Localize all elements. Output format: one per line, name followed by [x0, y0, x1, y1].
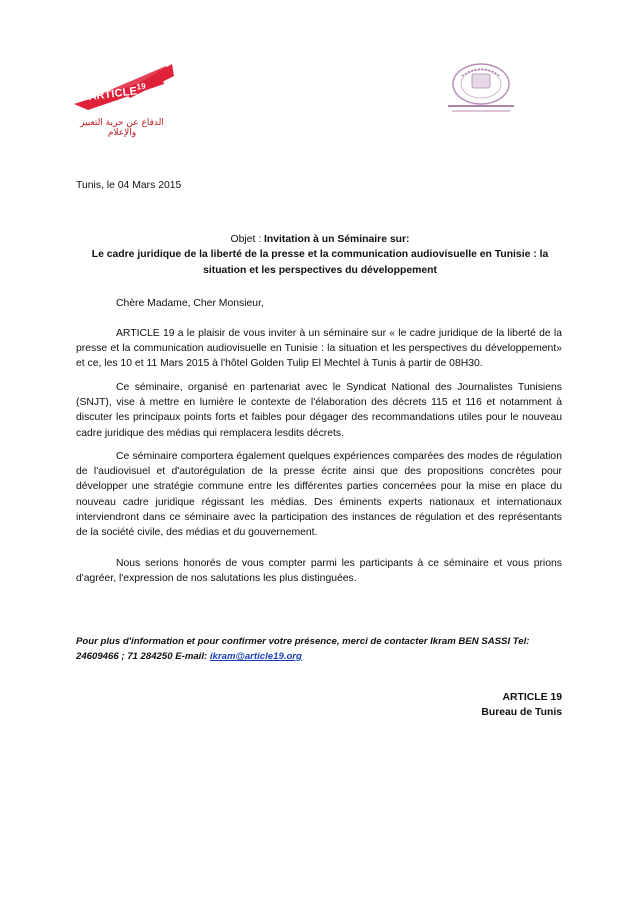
subject-invitation: Invitation à un Séminaire sur: — [264, 234, 410, 245]
body-paragraph: Ce séminaire comportera également quelques expériences comparées des modes de régulation de l'audiovisuel et d'autorégulation de la presse écrite ainsi que des propositions concrètes pour développer une stratégie commune entre les différentes parties concernées pour la mise en place du nouveau cadre juridique régissant les médias. Des éminents experts nationaux et internationaux interviendront dans ce séminaire avec la participation des instances de régulation et des représentants de la société civile, des médias et du gouvernement. — [76, 451, 562, 539]
article19-logo-word: ARTICLE$^{19}$ — [87, 81, 147, 104]
contact-text: Pour plus d'information et pour confirmer votre présence, merci de contacter Ikram BEN SASSI Tel: 24609466 ; 71 284250 E-mail: — [76, 636, 530, 662]
subject-prefix: Objet : — [230, 234, 264, 245]
subject-block — [80, 232, 560, 278]
signature-block — [481, 690, 562, 721]
contact-email-link[interactable]: ikram@article19.org — [209, 651, 302, 662]
signature-office: Bureau de Tunis — [481, 707, 562, 719]
snjt-seal-graphic — [438, 62, 524, 118]
letter-date: Tunis, le 04 Mars 2015 — [76, 180, 182, 191]
snjt-seal-logo — [438, 62, 524, 118]
article19-logo — [66, 62, 178, 138]
closing-paragraph: Nous serions honorés de vous compter parmi les participants à ce séminaire et vous prions d'agréer, l'expression de nos salutations les plus distinguées. — [76, 558, 562, 585]
salutation: Chère Madame, Cher Monsieur, — [116, 298, 264, 309]
contact-info — [76, 634, 562, 664]
subject-title: Le cadre juridique de la liberté de la presse et la communication audiovisuelle en Tunisie : la situation et les perspectives du développement — [91, 249, 549, 276]
signature-org: ARTICLE 19 — [502, 692, 562, 703]
body-paragraph: Ce séminaire, organisé en partenariat avec le Syndicat National des Journalistes Tunisiens (SNJT), vise à mettre en lumière le contexte de l'élaboration des décrets 115 et 116 et notamment à discuter les principaux points forts et faibles pour dégager des recommandations utiles pour le nouveau cadre juridique des médias qui remplacera lesdits décrets. — [76, 382, 562, 439]
article19-logo-tagline: الدفاع عن حرية التعبير والإعلام — [80, 118, 164, 138]
body-paragraph: ARTICLE 19 a le plaisir de vous inviter à un séminaire sur « le cadre juridique de la liberté de la presse et la communication audiovisuelle en Tunisie : la situation et les perspectives du développement» et ce, les 10 et 11 Mars 2015 à l'hôtel Golden Tulip El Mechtel à Tunis à partir de 08H30. — [76, 328, 562, 370]
subject-line — [80, 232, 560, 247]
